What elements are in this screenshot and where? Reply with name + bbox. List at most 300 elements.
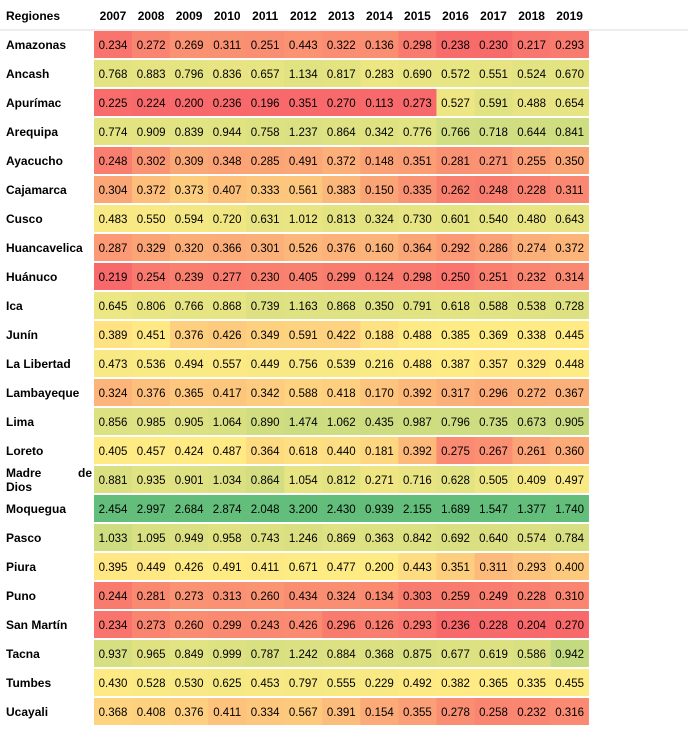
cell-value-label: 0.342 <box>250 388 280 400</box>
row-label: Apurímac <box>6 96 62 110</box>
row-label: Puno <box>6 589 36 603</box>
cell-value-label: 0.692 <box>441 533 470 545</box>
cell-value-label: 0.217 <box>517 40 546 52</box>
cell-value-label: 0.243 <box>250 620 280 632</box>
cell-value-label: 0.299 <box>212 620 242 632</box>
cell-value-label: 0.405 <box>98 446 128 458</box>
year-header: 2010 <box>213 9 241 23</box>
cell-value-label: 0.335 <box>403 185 432 197</box>
cell-value-label: 0.113 <box>365 98 394 110</box>
cell-value-label: 0.311 <box>479 562 508 574</box>
cell-value-label: 0.382 <box>441 678 470 690</box>
cell-value-label: 0.434 <box>288 591 318 603</box>
cell-value-label: 0.293 <box>555 40 584 52</box>
cell-value-label: 0.273 <box>403 98 432 110</box>
year-header: 2017 <box>480 9 507 23</box>
cell-value-label: 0.351 <box>403 156 432 168</box>
year-header: 2011 <box>252 9 279 23</box>
cell-value-label: 0.405 <box>288 272 318 284</box>
cell-value-label: 0.314 <box>555 272 584 284</box>
cell-value-label: 0.368 <box>98 707 128 719</box>
row-label: Loreto <box>6 444 44 458</box>
cell-value-label: 0.574 <box>517 533 546 545</box>
cell-value-label: 0.383 <box>326 185 356 197</box>
cell-value-label: 0.303 <box>403 591 432 603</box>
cell-value-label: 0.251 <box>250 40 280 52</box>
row-label: Tumbes <box>6 676 52 690</box>
cell-value-label: 0.188 <box>365 330 394 342</box>
cell-value-label: 0.126 <box>365 620 394 632</box>
cell-value-label: 0.443 <box>288 40 318 52</box>
cell-value-label: 0.351 <box>288 98 318 110</box>
cell-value-label: 0.368 <box>365 649 394 661</box>
cell-value-label: 0.360 <box>555 446 584 458</box>
cell-value-label: 0.776 <box>403 127 432 139</box>
cell-value-label: 0.864 <box>326 127 356 139</box>
cell-value-label: 0.730 <box>403 214 432 226</box>
cell-value-label: 0.160 <box>365 243 394 255</box>
cell-value-label: 0.196 <box>250 98 280 110</box>
cell-value-label: 0.298 <box>403 272 432 284</box>
cell-value-label: 0.244 <box>98 591 128 603</box>
cell-value-label: 0.487 <box>212 446 242 458</box>
cell-value-label: 0.449 <box>250 359 280 371</box>
cell-value-label: 0.273 <box>174 591 204 603</box>
cell-value-label: 1.034 <box>212 475 242 487</box>
year-header: 2015 <box>404 9 431 23</box>
cell-value-label: 0.251 <box>479 272 508 284</box>
cell-value-label: 0.550 <box>136 214 166 226</box>
cell-value-label: 0.526 <box>288 243 318 255</box>
year-header: 2018 <box>518 9 545 23</box>
row-label: Lambayeque <box>6 386 80 400</box>
cell-value-label: 0.555 <box>326 678 356 690</box>
cell-value-label: 0.718 <box>479 127 508 139</box>
cell-value-label: 0.277 <box>212 272 242 284</box>
cell-value-label: 0.296 <box>326 620 356 632</box>
cell-value-label: 0.269 <box>174 40 204 52</box>
cell-value-label: 0.271 <box>365 475 394 487</box>
cell-value-label: 0.488 <box>403 330 432 342</box>
cell-value-label: 0.594 <box>174 214 204 226</box>
cell-value-label: 0.367 <box>555 388 584 400</box>
cell-value-label: 0.768 <box>98 69 128 81</box>
cell-value-label: 0.411 <box>251 562 280 574</box>
cell-value-label: 0.812 <box>326 475 356 487</box>
cell-value-label: 0.588 <box>479 301 508 313</box>
cell-value-label: 0.385 <box>441 330 470 342</box>
cell-value-label: 0.758 <box>250 127 280 139</box>
cell-value-label: 1.740 <box>555 504 584 516</box>
cell-value-label: 0.494 <box>174 359 204 371</box>
cell-value-label: 0.839 <box>174 127 204 139</box>
cell-value-label: 0.426 <box>212 330 242 342</box>
cell-value-label: 0.389 <box>98 330 128 342</box>
cell-value-label: 0.999 <box>212 649 242 661</box>
cell-value-label: 0.372 <box>555 243 584 255</box>
cell-value-label: 0.445 <box>555 330 584 342</box>
cell-value-label: 0.392 <box>403 446 432 458</box>
cell-value-label: 0.232 <box>517 272 546 284</box>
cell-value-label: 0.491 <box>212 562 242 574</box>
cell-value-label: 0.841 <box>555 127 584 139</box>
cell-value-label: 0.229 <box>365 678 394 690</box>
cell-value-label: 0.316 <box>555 707 584 719</box>
cell-value-label: 0.278 <box>441 707 470 719</box>
cell-value-label: 0.766 <box>441 127 470 139</box>
cell-value-label: 0.774 <box>98 127 128 139</box>
cell-value-label: 0.228 <box>517 185 546 197</box>
cell-value-label: 0.407 <box>212 185 242 197</box>
cell-value-label: 1.242 <box>288 649 318 661</box>
cell-value-label: 0.480 <box>517 214 546 226</box>
corner-header-label: Regiones <box>6 9 61 23</box>
cell-value-label: 0.270 <box>326 98 356 110</box>
cell-value-label: 1.033 <box>98 533 128 545</box>
cell-value-label: 0.387 <box>441 359 470 371</box>
cell-value-label: 0.273 <box>136 620 166 632</box>
cell-value-label: 0.372 <box>326 156 356 168</box>
cell-value-label: 0.881 <box>98 475 128 487</box>
cell-value-label: 1.012 <box>288 214 318 226</box>
year-header: 2009 <box>175 9 203 23</box>
cell-value-label: 0.364 <box>250 446 280 458</box>
cell-value-label: 0.392 <box>403 388 432 400</box>
cell-value-label: 0.631 <box>250 214 280 226</box>
row-label: Junín <box>6 328 38 342</box>
cell-value-label: 0.716 <box>403 475 432 487</box>
cell-value-label: 2.155 <box>403 504 432 516</box>
cell-value-label: 0.409 <box>517 475 546 487</box>
cell-value-label: 0.260 <box>250 591 280 603</box>
cell-value-label: 0.572 <box>441 69 470 81</box>
cell-value-label: 0.905 <box>555 417 584 429</box>
cell-value-label: 0.690 <box>403 69 432 81</box>
cell-value-label: 0.298 <box>403 40 432 52</box>
cell-value-label: 0.324 <box>365 214 394 226</box>
row-label: Ica <box>6 299 23 313</box>
cell-value-label: 0.400 <box>555 562 584 574</box>
cell-value-label: 0.267 <box>479 446 508 458</box>
cell-value-label: 0.671 <box>288 562 318 574</box>
cell-value-label: 0.985 <box>136 417 166 429</box>
cell-value-label: 0.453 <box>250 678 280 690</box>
cell-value-label: 0.619 <box>479 649 508 661</box>
cell-value-label: 0.281 <box>136 591 166 603</box>
row-label: Lima <box>6 415 35 429</box>
cell-value-label: 0.154 <box>365 707 394 719</box>
cell-value-label: 2.048 <box>250 504 280 516</box>
cell-value-label: 0.640 <box>479 533 508 545</box>
cell-value-label: 0.491 <box>288 156 318 168</box>
cell-value-label: 0.408 <box>136 707 166 719</box>
cell-value-label: 0.224 <box>136 98 166 110</box>
cell-value-label: 0.497 <box>555 475 584 487</box>
cell-value-label: 0.856 <box>98 417 128 429</box>
cell-value-label: 0.376 <box>174 330 204 342</box>
cell-value-label: 0.236 <box>212 98 242 110</box>
cell-value-label: 0.304 <box>98 185 128 197</box>
cell-value-label: 0.987 <box>403 417 432 429</box>
cell-value-label: 0.357 <box>479 359 508 371</box>
cell-value-label: 0.797 <box>288 678 318 690</box>
row-label: Ancash <box>6 67 50 81</box>
cell-value-label: 0.350 <box>555 156 584 168</box>
cell-value-label: 0.901 <box>174 475 204 487</box>
cell-value-label: 0.272 <box>517 388 546 400</box>
cell-value-label: 0.937 <box>98 649 128 661</box>
cell-value-label: 0.536 <box>136 359 166 371</box>
year-header: 2008 <box>137 9 165 23</box>
cell-value-label: 0.735 <box>479 417 508 429</box>
cell-value-label: 0.418 <box>326 388 356 400</box>
cell-value-label: 0.363 <box>365 533 394 545</box>
cell-value-label: 0.591 <box>288 330 318 342</box>
cell-value-label: 0.527 <box>441 98 470 110</box>
cell-value-label: 0.317 <box>441 388 470 400</box>
cell-value-label: 0.473 <box>98 359 128 371</box>
cell-value-label: 0.260 <box>174 620 204 632</box>
year-header: 2013 <box>327 9 355 23</box>
cell-value-label: 0.813 <box>326 214 356 226</box>
row-label: Madre de Dios <box>6 466 93 494</box>
cell-value-label: 1.062 <box>326 417 356 429</box>
row-label: Huánuco <box>6 270 58 284</box>
cell-value-label: 0.586 <box>517 649 546 661</box>
cell-value-label: 0.391 <box>326 707 356 719</box>
cell-value-label: 0.200 <box>365 562 394 574</box>
cell-value-label: 0.449 <box>136 562 166 574</box>
cell-value-label: 0.286 <box>479 243 508 255</box>
cell-value-label: 0.292 <box>441 243 470 255</box>
cell-value-label: 0.309 <box>174 156 204 168</box>
cell-value-label: 0.644 <box>517 127 546 139</box>
cell-value-label: 0.324 <box>98 388 128 400</box>
cell-value-label: 0.311 <box>213 40 242 52</box>
cell-value-label: 0.365 <box>174 388 204 400</box>
cell-value-label: 0.261 <box>517 446 546 458</box>
cell-value-label: 1.547 <box>479 504 508 516</box>
cell-value-label: 0.784 <box>555 533 584 545</box>
cell-value-label: 0.539 <box>326 359 356 371</box>
cell-value-label: 0.136 <box>365 40 394 52</box>
cell-value-label: 0.150 <box>365 185 394 197</box>
row-label: Huancavelica <box>6 241 83 255</box>
cell-value-label: 0.422 <box>326 330 356 342</box>
cell-value-label: 1.689 <box>441 504 470 516</box>
cell-value-label: 2.874 <box>212 504 242 516</box>
cell-value-label: 0.249 <box>479 591 508 603</box>
cell-value-label: 0.351 <box>441 562 470 574</box>
cell-value-label: 0.791 <box>403 301 432 313</box>
cell-value-label: 0.766 <box>174 301 204 313</box>
year-header: 2007 <box>99 9 127 23</box>
cell-value-label: 0.677 <box>441 649 470 661</box>
cell-value-label: 0.228 <box>517 591 546 603</box>
cell-value-label: 0.411 <box>213 707 242 719</box>
cell-value-label: 0.376 <box>326 243 356 255</box>
cell-value-label: 1.064 <box>212 417 242 429</box>
cell-value-label: 0.313 <box>212 591 242 603</box>
cell-value-label: 0.557 <box>212 359 242 371</box>
cell-value-label: 0.365 <box>479 678 508 690</box>
cell-value-label: 0.148 <box>365 156 394 168</box>
row-label: Moquegua <box>6 502 66 516</box>
cell-value-label: 2.997 <box>136 504 166 516</box>
cell-value-label: 0.287 <box>98 243 128 255</box>
cell-value-label: 0.657 <box>250 69 280 81</box>
cell-value-label: 0.939 <box>365 504 394 516</box>
cell-value-label: 0.477 <box>326 562 356 574</box>
cell-value-label: 1.134 <box>288 69 318 81</box>
cell-value-label: 0.376 <box>174 707 204 719</box>
cell-value-label: 0.451 <box>136 330 166 342</box>
cell-value-label: 0.301 <box>250 243 280 255</box>
cell-value-label: 0.601 <box>441 214 470 226</box>
cell-value-label: 0.236 <box>441 620 470 632</box>
row-label: Ucayali <box>6 705 49 719</box>
cell-value-label: 0.430 <box>98 678 128 690</box>
cell-value-label: 1.095 <box>136 533 166 545</box>
row-label: Arequipa <box>6 125 59 139</box>
cell-value-label: 0.440 <box>326 446 356 458</box>
cell-value-label: 3.200 <box>288 504 318 516</box>
cell-value-label: 0.625 <box>212 678 242 690</box>
cell-value-label: 0.219 <box>98 272 128 284</box>
cell-value-label: 0.628 <box>441 475 470 487</box>
cell-value-label: 0.322 <box>326 40 356 52</box>
cell-value-label: 1.377 <box>517 504 546 516</box>
cell-value-label: 0.364 <box>403 243 432 255</box>
cell-value-label: 0.234 <box>98 40 128 52</box>
cell-value-label: 0.591 <box>479 98 508 110</box>
cell-value-label: 1.237 <box>288 127 318 139</box>
cell-value-label: 0.435 <box>365 417 394 429</box>
cell-value-label: 0.588 <box>288 388 318 400</box>
cell-value-label: 0.540 <box>479 214 508 226</box>
cell-value-label: 0.228 <box>479 620 508 632</box>
cell-value-label: 0.455 <box>555 678 584 690</box>
cell-value-label: 0.836 <box>212 69 242 81</box>
cell-value-label: 0.369 <box>479 330 508 342</box>
cell-value-label: 0.942 <box>555 649 584 661</box>
year-header: 2012 <box>289 9 317 23</box>
row-label: Amazonas <box>6 38 67 52</box>
cell-value-label: 0.310 <box>555 591 584 603</box>
cell-value-label: 0.743 <box>250 533 280 545</box>
cell-value-label: 0.395 <box>98 562 128 574</box>
cell-value-label: 0.864 <box>250 475 280 487</box>
cell-value-label: 0.239 <box>174 272 204 284</box>
cell-value-label: 0.248 <box>98 156 128 168</box>
cell-value-label: 0.530 <box>174 678 204 690</box>
cell-value-label: 0.806 <box>136 301 166 313</box>
cell-value-label: 0.272 <box>136 40 166 52</box>
cell-value-label: 0.302 <box>136 156 166 168</box>
cell-value-label: 0.868 <box>212 301 242 313</box>
cell-value-label: 0.373 <box>174 185 204 197</box>
cell-value-label: 0.234 <box>98 620 128 632</box>
cell-value-label: 0.285 <box>250 156 280 168</box>
cell-value-label: 0.334 <box>250 707 280 719</box>
cell-value-label: 0.250 <box>441 272 470 284</box>
cell-value-label: 0.293 <box>403 620 432 632</box>
year-header: 2019 <box>556 9 583 23</box>
cell-value-label: 0.488 <box>517 98 546 110</box>
cell-value-label: 0.232 <box>517 707 546 719</box>
cell-value-label: 0.204 <box>517 620 546 632</box>
cell-value-label: 0.271 <box>479 156 508 168</box>
cell-value-label: 0.424 <box>174 446 204 458</box>
cell-value-label: 0.884 <box>326 649 356 661</box>
cell-value-label: 0.338 <box>517 330 546 342</box>
cell-value-label: 0.170 <box>365 388 394 400</box>
cell-value-label: 0.259 <box>441 591 470 603</box>
cell-value-label: 0.275 <box>441 446 470 458</box>
cell-value-label: 0.349 <box>250 330 280 342</box>
cell-value-label: 0.350 <box>365 301 394 313</box>
cell-value-label: 1.246 <box>288 533 318 545</box>
cell-value-label: 1.054 <box>288 475 318 487</box>
cell-value-label: 0.842 <box>403 533 432 545</box>
row-label: Cusco <box>6 212 43 226</box>
cell-value-label: 0.124 <box>365 272 394 284</box>
cell-value-label: 1.163 <box>288 301 318 313</box>
cell-value-label: 0.254 <box>136 272 166 284</box>
cell-value-label: 0.372 <box>136 185 166 197</box>
cell-value-label: 0.230 <box>479 40 508 52</box>
cell-value-label: 0.348 <box>212 156 242 168</box>
cell-value-label: 0.787 <box>250 649 280 661</box>
cell-value-label: 0.376 <box>136 388 166 400</box>
cell-value-label: 0.181 <box>365 446 394 458</box>
cell-value-label: 0.483 <box>98 214 128 226</box>
cell-value-label: 0.883 <box>136 69 166 81</box>
cell-value-label: 0.528 <box>136 678 166 690</box>
row-label: La Libertad <box>6 357 71 371</box>
cell-value-label: 0.134 <box>365 591 394 603</box>
cell-value-label: 0.849 <box>174 649 204 661</box>
cell-value-label: 0.200 <box>174 98 204 110</box>
cell-value-label: 0.230 <box>250 272 280 284</box>
cell-value-label: 0.561 <box>288 185 318 197</box>
cell-value-label: 2.684 <box>174 504 204 516</box>
cell-value-label: 0.618 <box>288 446 318 458</box>
cell-value-label: 0.274 <box>517 243 546 255</box>
cell-value-label: 0.524 <box>517 69 546 81</box>
cell-value-label: 0.944 <box>212 127 242 139</box>
cell-value-label: 0.909 <box>136 127 166 139</box>
cell-value-label: 0.296 <box>479 388 508 400</box>
cell-value-label: 0.670 <box>555 69 584 81</box>
cell-value-label: 0.355 <box>403 707 432 719</box>
cell-value-label: 0.457 <box>136 446 166 458</box>
cell-value-label: 0.333 <box>250 185 280 197</box>
cell-value-label: 0.417 <box>212 388 242 400</box>
row-label: Pasco <box>6 531 42 545</box>
cell-value-label: 0.448 <box>555 359 584 371</box>
cell-value-label: 0.238 <box>441 40 470 52</box>
cell-value-label: 0.488 <box>403 359 432 371</box>
cell-value-label: 0.225 <box>98 98 128 110</box>
cell-value-label: 0.551 <box>479 69 508 81</box>
row-label: Piura <box>6 560 37 574</box>
cell-value-label: 0.875 <box>403 649 432 661</box>
cell-value-label: 0.567 <box>288 707 318 719</box>
cell-value-label: 0.426 <box>174 562 204 574</box>
cell-value-label: 0.281 <box>441 156 470 168</box>
cell-value-label: 0.935 <box>136 475 166 487</box>
